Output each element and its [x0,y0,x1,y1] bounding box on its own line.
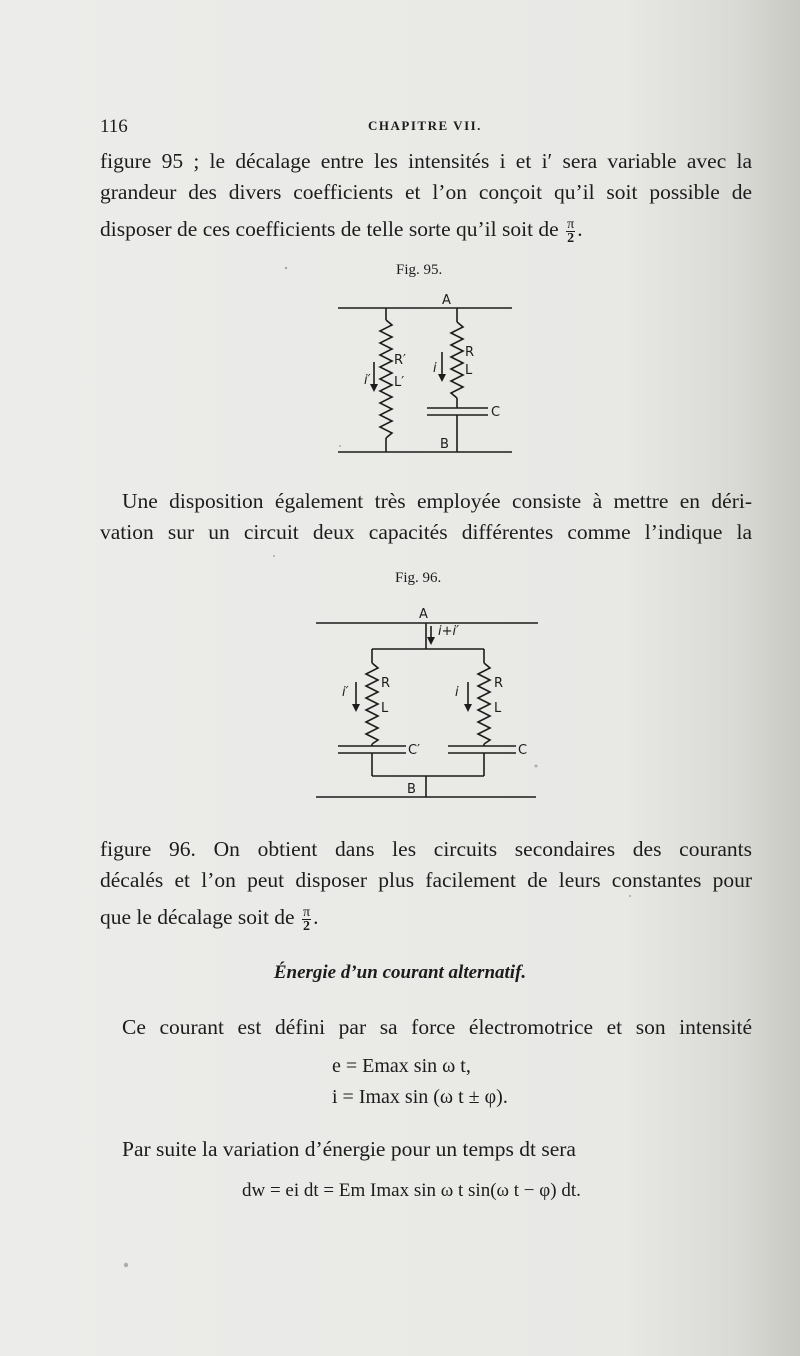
figure-96-caption: Fig. 96. [395,570,442,586]
text-fragment: disposer de ces coefficients de telle sorte qu’il soit de [100,217,559,241]
text-line: Par suite la variation d’énergie pour un temps dt sera [122,1137,576,1161]
label-i: i [455,685,459,700]
label-c: C [491,405,501,420]
label-i: i [433,361,437,376]
text-line: Une disposition également très employée consiste à mettre en déri- [122,489,752,513]
text-line: Ce courant est défini par sa force électromotrice et son intensité [122,1015,752,1039]
equation-energy: dw = ei dt = Em Imax sin ω t sin(ω t − φ) dt. [242,1180,581,1201]
text-line: grandeur des divers coefficients et l’on conçoit qu’il soit possible de [100,180,752,204]
text-fragment: que le décalage soit de [100,905,295,929]
label-r-right: R [494,676,504,691]
label-i-prime: i′ [342,685,349,700]
label-l-left: L [381,701,389,716]
page-number: 116 [100,116,128,137]
label-a: A [419,607,428,622]
label-l: L [465,363,473,378]
equation-emf: e = Emax sin ω t, [332,1055,471,1077]
fraction-denominator: 2 [567,230,575,246]
label-b: B [407,782,416,797]
label-c: C [518,743,528,758]
text-fragment: . [313,905,319,929]
label-i-prime: i′ [364,373,371,388]
label-r-prime: R′ [394,353,406,368]
equation-intensity: i = Imax sin (ω t ± φ). [332,1086,508,1108]
text-line: figure 95 ; le décalage entre les intensités i et i′ sera variable avec la [100,149,752,173]
fraction-numerator: π [302,904,311,920]
label-l-prime: L′ [394,375,405,390]
label-b: B [440,437,449,452]
text-line: décalés et l’on peut disposer plus facilement de leurs constantes pour [100,868,752,892]
fraction-denominator: 2 [303,918,311,934]
label-r-left: R [381,676,391,691]
chapter-heading: CHAPITRE VII. [368,118,482,133]
figure-95-caption: Fig. 95. [396,262,443,278]
text-fragment: . [577,217,583,241]
label-c-prime: C′ [408,743,421,758]
text-line: figure 96. On obtient dans les circuits secondaires des courants [100,837,752,861]
label-a: A [442,293,451,308]
label-r: R [465,345,475,360]
label-l-right: L [494,701,502,716]
section-title: Énergie d’un courant alternatif. [273,962,527,983]
fraction-numerator: π [567,216,575,232]
label-i-sum: i+i′ [438,624,460,639]
text-line: vation sur un circuit deux capacités différentes comme l’indique la [100,520,752,544]
